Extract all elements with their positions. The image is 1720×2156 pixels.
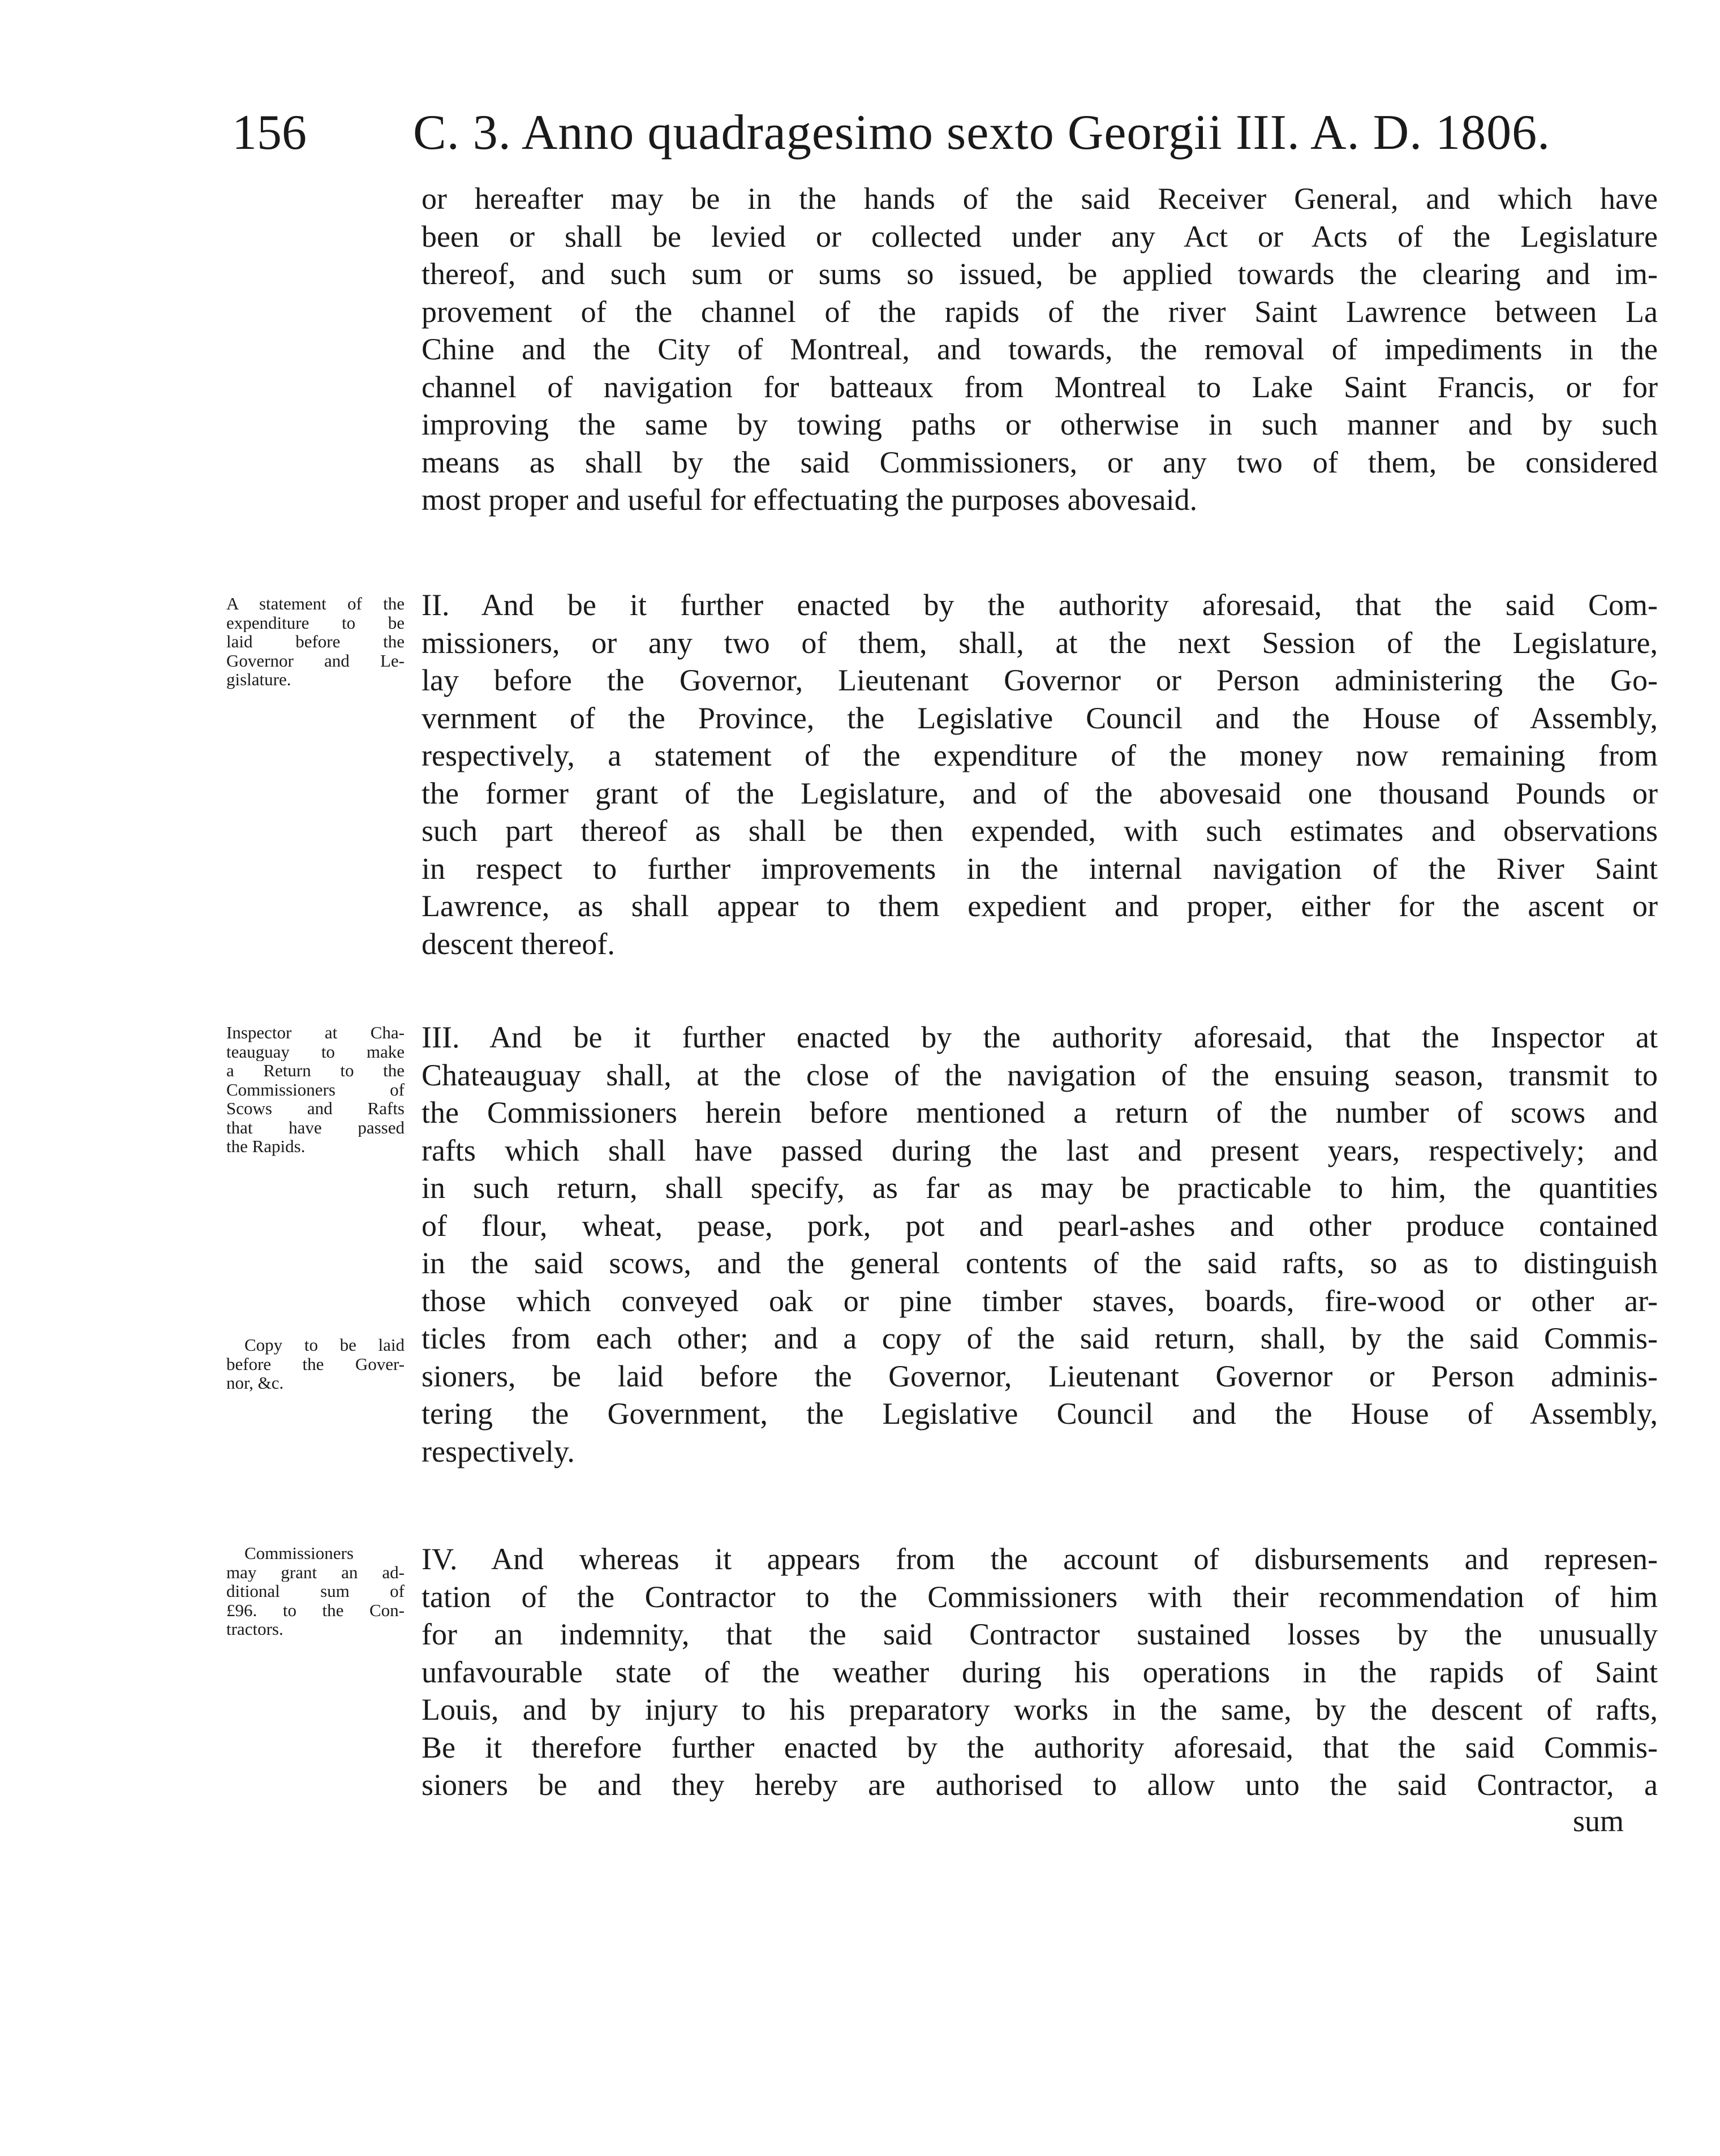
note-line: Scows and Rafts [226, 1099, 405, 1118]
text-line: of flour, wheat, pease, pork, pot and pearl-ashes and other produce contained [422, 1208, 1658, 1243]
note-line: laid before the [226, 632, 405, 651]
note-line: that have passed [226, 1118, 405, 1137]
text-line: been or shall be levied or collected under any Act or Acts of the Legislature [422, 219, 1658, 254]
text-line: IV. And whereas it appears from the account of disbursements and represen- [422, 1542, 1658, 1576]
text-line: such part thereof as shall be then expended, with such estimates and observations [422, 814, 1658, 848]
text-line: Chine and the City of Montreal, and towards, the removal of impediments in the [422, 332, 1658, 366]
note-line: Commissioners of [226, 1080, 405, 1099]
note-line: Inspector at Cha- [226, 1023, 405, 1042]
note-line: Copy to be laid [244, 1335, 405, 1355]
text-line: in respect to further improvements in the internal navigation of the River Saint [422, 851, 1658, 886]
section-iv [422, 1540, 1658, 1804]
text-line: the Commissioners herein before mentioned a return of the number of scows and [422, 1096, 1658, 1129]
text-line: for an indemnity, that the said Contractor sustained losses by the unusually [422, 1617, 1658, 1651]
page-number: 156 [232, 105, 307, 160]
note-line: a Return to the [226, 1061, 405, 1080]
text-line: II. And be it further enacted by the authority aforesaid, that the said Com- [422, 588, 1658, 622]
text-line: Chateauguay shall, at the close of the navigation of the ensuing season, transmit to [422, 1058, 1658, 1092]
section-iii [422, 1019, 1658, 1470]
note-line: A statement of the [226, 594, 405, 613]
text-line: rafts which shall have passed during the last and present years, respectively; and [422, 1133, 1658, 1167]
section-ii [422, 586, 1658, 963]
note-line: nor, &c. [226, 1373, 284, 1393]
text-line: means as shall by the said Commissioners, or any two of them, be considered [422, 445, 1658, 479]
note-line: before the Gover- [226, 1354, 405, 1373]
text-line: Louis, and by injury to his preparatory works in the same, by the descent of rafts, [422, 1693, 1658, 1726]
text-line: in such return, shall specify, as far as may be practicable to him, the quantities [422, 1171, 1658, 1205]
text-line: thereof, and such sum or sums so issued, be applied towards the clearing and im- [422, 257, 1658, 291]
text-line: sioners be and they hereby are authorised to allow unto the said Contractor, a [422, 1768, 1658, 1802]
note-line: Commissioners [244, 1544, 354, 1563]
note-line: the Rapids. [226, 1137, 306, 1156]
note-line: £96. to the Con- [226, 1600, 405, 1620]
text-line: Lawrence, as shall appear to them expedient and proper, either for the ascent or [422, 889, 1658, 923]
margin-note-copy [226, 1335, 405, 1393]
paragraph-continuation [422, 180, 1658, 519]
catchword: sum [1573, 1804, 1624, 1838]
text-line: vernment of the Province, the Legislative Council and the House of Assembly, [422, 701, 1658, 735]
note-line: ditional sum of [226, 1582, 405, 1601]
margin-note-inspector [226, 1023, 405, 1156]
margin-note-commissioners [226, 1544, 405, 1639]
text-line: respectively, a statement of the expenditure of the money now remaining from [422, 738, 1658, 772]
text-line: improving the same by towing paths or otherwise in such manner and by such [422, 407, 1658, 441]
text-line: those which conveyed oak or pine timber staves, boards, fire-wood or other ar- [422, 1283, 1658, 1318]
note-line: gislature. [226, 670, 291, 689]
text-line: in the said scows, and the general contents of the said rafts, so as to distinguish [422, 1246, 1658, 1280]
text-line: the former grant of the Legislature, and of the abovesaid one thousand Pounds or [422, 776, 1658, 810]
note-line: may grant an ad- [226, 1562, 405, 1582]
text-line: III. And be it further enacted by the authority aforesaid, that the Inspector at [422, 1020, 1658, 1054]
text-line: respectively. [422, 1434, 575, 1468]
note-line: Governor and Le- [226, 651, 405, 670]
page-header [232, 91, 1658, 175]
margin-note-statement [226, 594, 405, 689]
running-title: C. 3. Anno quadragesimo sexto Georgii III. A. D. 1806. [413, 105, 1551, 160]
text-line: tation of the Contractor to the Commissioners with their recommendation of him [422, 1579, 1658, 1614]
text-line: unfavourable state of the weather during his operations in the rapids of Saint [422, 1655, 1658, 1689]
text-line: sioners, be laid before the Governor, Lieutenant Governor or Person adminis- [422, 1359, 1658, 1393]
text-line: missioners, or any two of them, shall, at the next Session of the Legislature, [422, 625, 1658, 660]
text-line: ticles from each other; and a copy of the said return, shall, by the said Commis- [422, 1321, 1658, 1355]
text-line: lay before the Governor, Lieutenant Governor or Person administering the Go- [422, 663, 1658, 697]
note-line: expenditure to be [226, 613, 405, 632]
text-line: channel of navigation for batteaux from Montreal to Lake Saint Francis, or for [422, 370, 1658, 404]
text-line: descent thereof. [422, 926, 615, 961]
text-line: Be it therefore further enacted by the authority aforesaid, that the said Commis- [422, 1730, 1658, 1764]
text-line: tering the Government, the Legislative Council and the House of Assembly, [422, 1397, 1658, 1431]
text-line: most proper and useful for effectuating the purposes abovesaid. [422, 483, 1198, 517]
text-line: provement of the channel of the rapids of the river Saint Lawrence between La [422, 294, 1658, 329]
note-line: teauguay to make [226, 1042, 405, 1061]
note-line: tractors. [226, 1620, 283, 1639]
text-line: or hereafter may be in the hands of the said Receiver General, and which have [422, 182, 1658, 216]
